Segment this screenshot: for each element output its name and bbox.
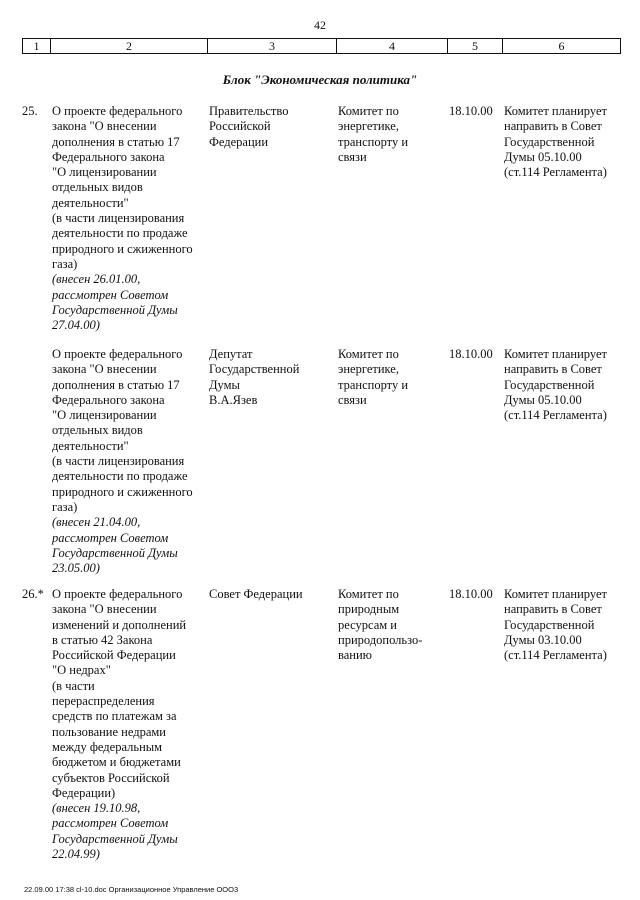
column-header-1: 1 [23,39,51,54]
bill-note-line: (внесен 19.10.98, [52,801,141,816]
column-header-table [22,38,621,54]
bill-title-line: изменений и дополнений [52,617,187,632]
bill-author [209,587,335,602]
bill-note-line: 27.04.00) [52,318,100,333]
bill-note-line: Государственной Думы [52,831,178,846]
bill-note-line: Государственной Думы [52,545,178,560]
bill-title-line: средств по платежам за [52,709,177,724]
responsible-committee-line: природным [338,602,400,617]
column-header-4: 4 [337,39,448,54]
bill-note-line: рассмотрен Советом [52,816,169,831]
bill-author-line: Российской [209,119,271,134]
bill-title-line: "О лицензировании [52,408,157,423]
bill-title-line: закона "О внесении [52,119,157,134]
responsible-committee-line: ванию [338,648,373,663]
bill-title-line: деятельности" [52,195,129,210]
bill-note-line: 22.04.99) [52,847,100,862]
responsible-committee-line: Комитет по [338,347,399,361]
review-date: 18.10.00 [449,347,493,361]
committee-plan-line: (ст.114 Регламента) [504,165,607,180]
committee-plan-line: направить в Совет [504,602,602,617]
bill-title-line: дополнения в статью 17 [52,134,180,149]
bill-title-line: Федерации) [52,785,116,800]
responsible-committee-line: Комитет по [338,104,399,118]
committee-plan-line: Государственной [504,377,595,392]
bill-title-line: Российской Федерации [52,648,176,663]
bill-author [209,347,335,408]
column-header-2: 2 [51,39,208,54]
responsible-committee-line: энергетике, [338,362,399,377]
committee-plan-line: Думы 03.10.00 [504,632,582,647]
bill-title-line: закона "О внесении [52,362,157,377]
responsible-committee [338,104,446,165]
entry-number: 25. [22,104,38,118]
column-header-5: 5 [448,39,503,54]
responsible-committee-line: транспорту и [338,134,409,149]
committee-plan-line: Комитет планирует [504,104,607,118]
bill-title-line: в статью 42 Закона [52,632,153,647]
bill-title-line: О проекте федерального [52,104,183,118]
bill-title-line: перераспределения [52,694,155,709]
bill-title-line: природного и сжиженного [52,241,193,256]
committee-plan-line: направить в Совет [504,119,602,134]
footer: 22.09.00 17:38 cl-10.doc Организационное Управление ООО3 [24,885,239,894]
entry-number: 26.* [22,587,44,601]
committee-plan-line: Комитет планирует [504,347,607,361]
bill-author-line: Федерации [209,134,269,149]
bill-title [52,347,206,576]
committee-plan-line: Государственной [504,617,595,632]
bill-title-line: Федерального закона [52,149,165,164]
bill-title [52,587,206,862]
responsible-committee-line: энергетике, [338,119,399,134]
bill-title-line: (в части лицензирования [52,454,185,469]
bill-title-line: отдельных видов [52,423,143,438]
bill-author-line: В.А.Язев [209,392,258,407]
review-date: 18.10.00 [449,587,493,601]
responsible-committee [338,587,446,663]
bill-title-line: О проекте федерального [52,587,183,601]
responsible-committee-line: связи [338,392,367,407]
committee-plan [504,347,624,423]
bill-title-line: пользование недрами [52,724,166,739]
bill-title-line: О проекте федерального [52,347,183,361]
bill-title-line: (в части [52,678,95,693]
bill-author-line: Правительство [209,104,289,118]
bill-note-line: рассмотрен Советом [52,530,169,545]
committee-plan-line: Думы 05.10.00 [504,149,582,164]
committee-plan-line: (ст.114 Регламента) [504,408,607,423]
bill-note-line: Государственной Думы [52,302,178,317]
committee-plan-line: Думы 05.10.00 [504,392,582,407]
committee-plan-line: Комитет планирует [504,587,607,601]
bill-title-line: природного и сжиженного [52,484,193,499]
bill-note-line: (внесен 21.04.00, [52,515,141,530]
bill-author [209,104,335,150]
responsible-committee-line: природопользо- [338,632,423,647]
responsible-committee-line: Комитет по [338,587,399,601]
committee-plan-line: направить в Совет [504,362,602,377]
review-date: 18.10.00 [449,104,493,118]
responsible-committee [338,347,446,408]
bill-title-line: между федеральным [52,739,163,754]
bill-author-line: Государственной [209,362,300,377]
responsible-committee-line: ресурсам и [338,617,397,632]
section-title: Блок "Экономическая политика" [222,72,418,87]
bill-title [52,104,206,333]
responsible-committee-line: связи [338,149,367,164]
bill-title-line: газа) [52,256,78,271]
page-number: 42 [314,18,326,32]
bill-author-line: Думы [209,377,240,392]
bill-title-line: (в части лицензирования [52,211,185,226]
committee-plan [504,587,624,663]
bill-title-line: деятельности" [52,438,129,453]
bill-author-line: Депутат [209,347,253,361]
bill-title-line: газа) [52,499,78,514]
bill-title-line: дополнения в статью 17 [52,377,180,392]
bill-author-line: Совет Федерации [209,587,303,601]
bill-title-line: отдельных видов [52,180,143,195]
bill-title-line: деятельности по продаже [52,469,188,484]
bill-title-line: "О лицензировании [52,165,157,180]
committee-plan [504,104,624,180]
committee-plan-line: (ст.114 Регламента) [504,648,607,663]
bill-note-line: (внесен 26.01.00, [52,272,141,287]
responsible-committee-line: транспорту и [338,377,409,392]
bill-title-line: субъектов Российской [52,770,170,785]
bill-title-line: закона "О внесении [52,602,157,617]
bill-note-line: рассмотрен Советом [52,287,169,302]
column-header-6: 6 [503,39,621,54]
bill-title-line: бюджетом и бюджетами [52,755,181,770]
bill-title-line: Федерального закона [52,392,165,407]
bill-title-line: деятельности по продаже [52,226,188,241]
committee-plan-line: Государственной [504,134,595,149]
column-header-3: 3 [208,39,337,54]
bill-note-line: 23.05.00) [52,561,100,576]
bill-title-line: "О недрах" [52,663,111,678]
